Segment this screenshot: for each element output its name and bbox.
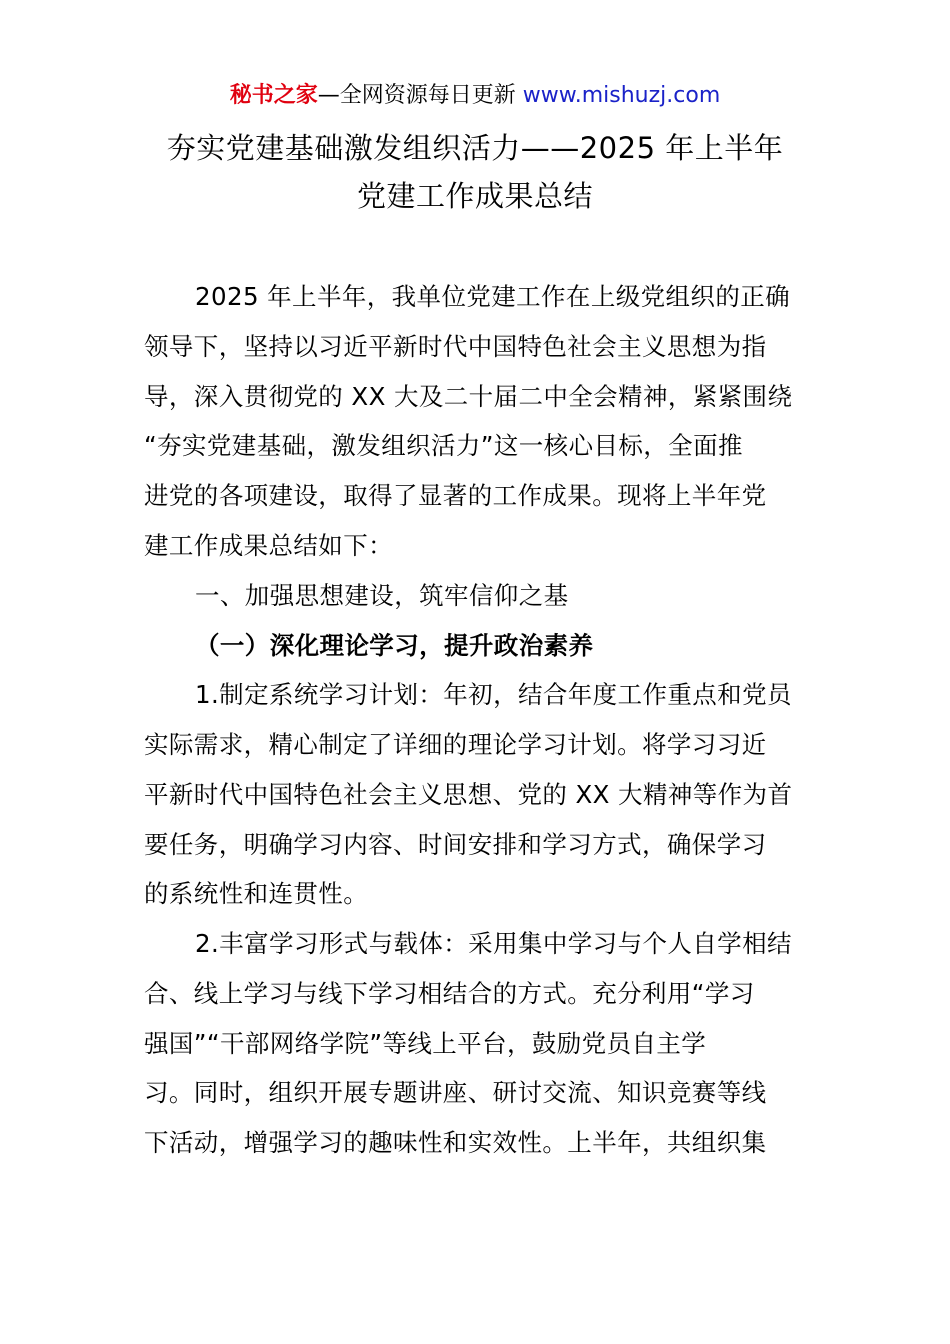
brand-name: 秘书之家	[229, 83, 318, 108]
paragraph-line: 建工作成果总结如下：	[144, 531, 393, 560]
section-heading: 一、加强思想建设，筑牢信仰之基	[195, 581, 569, 610]
paragraph-line: “夯实党建基础，激发组织活力”这一核心目标，全面推	[144, 431, 743, 460]
paragraph-line: 要任务，明确学习内容、时间安排和学习方式，确保学习	[144, 830, 767, 859]
paragraph-line: 下活动，增强学习的趣味性和实效性。上半年，共组织集	[144, 1128, 767, 1157]
subsection-heading: （一）深化理论学习，提升政治素养	[195, 631, 594, 660]
document-title-line-1: 夯实党建基础激发组织活力——2025 年上半年	[166, 131, 784, 165]
paragraph-line: 合、线上学习与线下学习相结合的方式。充分利用“学习	[144, 979, 755, 1008]
paragraph-line: 2.丰富学习形式与载体：采用集中学习与个人自学相结	[195, 929, 792, 958]
site-url[interactable]: www.mishuzj.com	[522, 83, 721, 108]
paragraph-line: 领导下，坚持以习近平新时代中国特色社会主义思想为指	[144, 332, 767, 361]
paragraph-line: 导，深入贯彻党的 XX 大及二十届二中全会精神，紧紧围绕	[144, 382, 793, 411]
document-title-line-2: 党建工作成果总结	[356, 179, 593, 213]
paragraph-line: 进党的各项建设，取得了显著的工作成果。现将上半年党	[144, 481, 767, 510]
paragraph-line: 习。同时，组织开展专题讲座、研讨交流、知识竞赛等线	[144, 1078, 767, 1107]
site-slogan: —全网资源每日更新	[317, 83, 516, 108]
paragraph-line: 的系统性和连贯性。	[144, 879, 369, 908]
paragraph-line: 1.制定系统学习计划：年初，结合年度工作重点和党员	[195, 680, 792, 709]
paragraph-line: 强国”“干部网络学院”等线上平台，鼓励党员自主学	[144, 1029, 707, 1058]
paragraph-line: 实际需求，精心制定了详细的理论学习计划。将学习习近	[144, 730, 767, 759]
paragraph-line: 2025 年上半年，我单位党建工作在上级党组织的正确	[195, 282, 791, 311]
site-header	[0, 80, 950, 112]
paragraph-line: 平新时代中国特色社会主义思想、党的 XX 大精神等作为首	[144, 780, 793, 809]
